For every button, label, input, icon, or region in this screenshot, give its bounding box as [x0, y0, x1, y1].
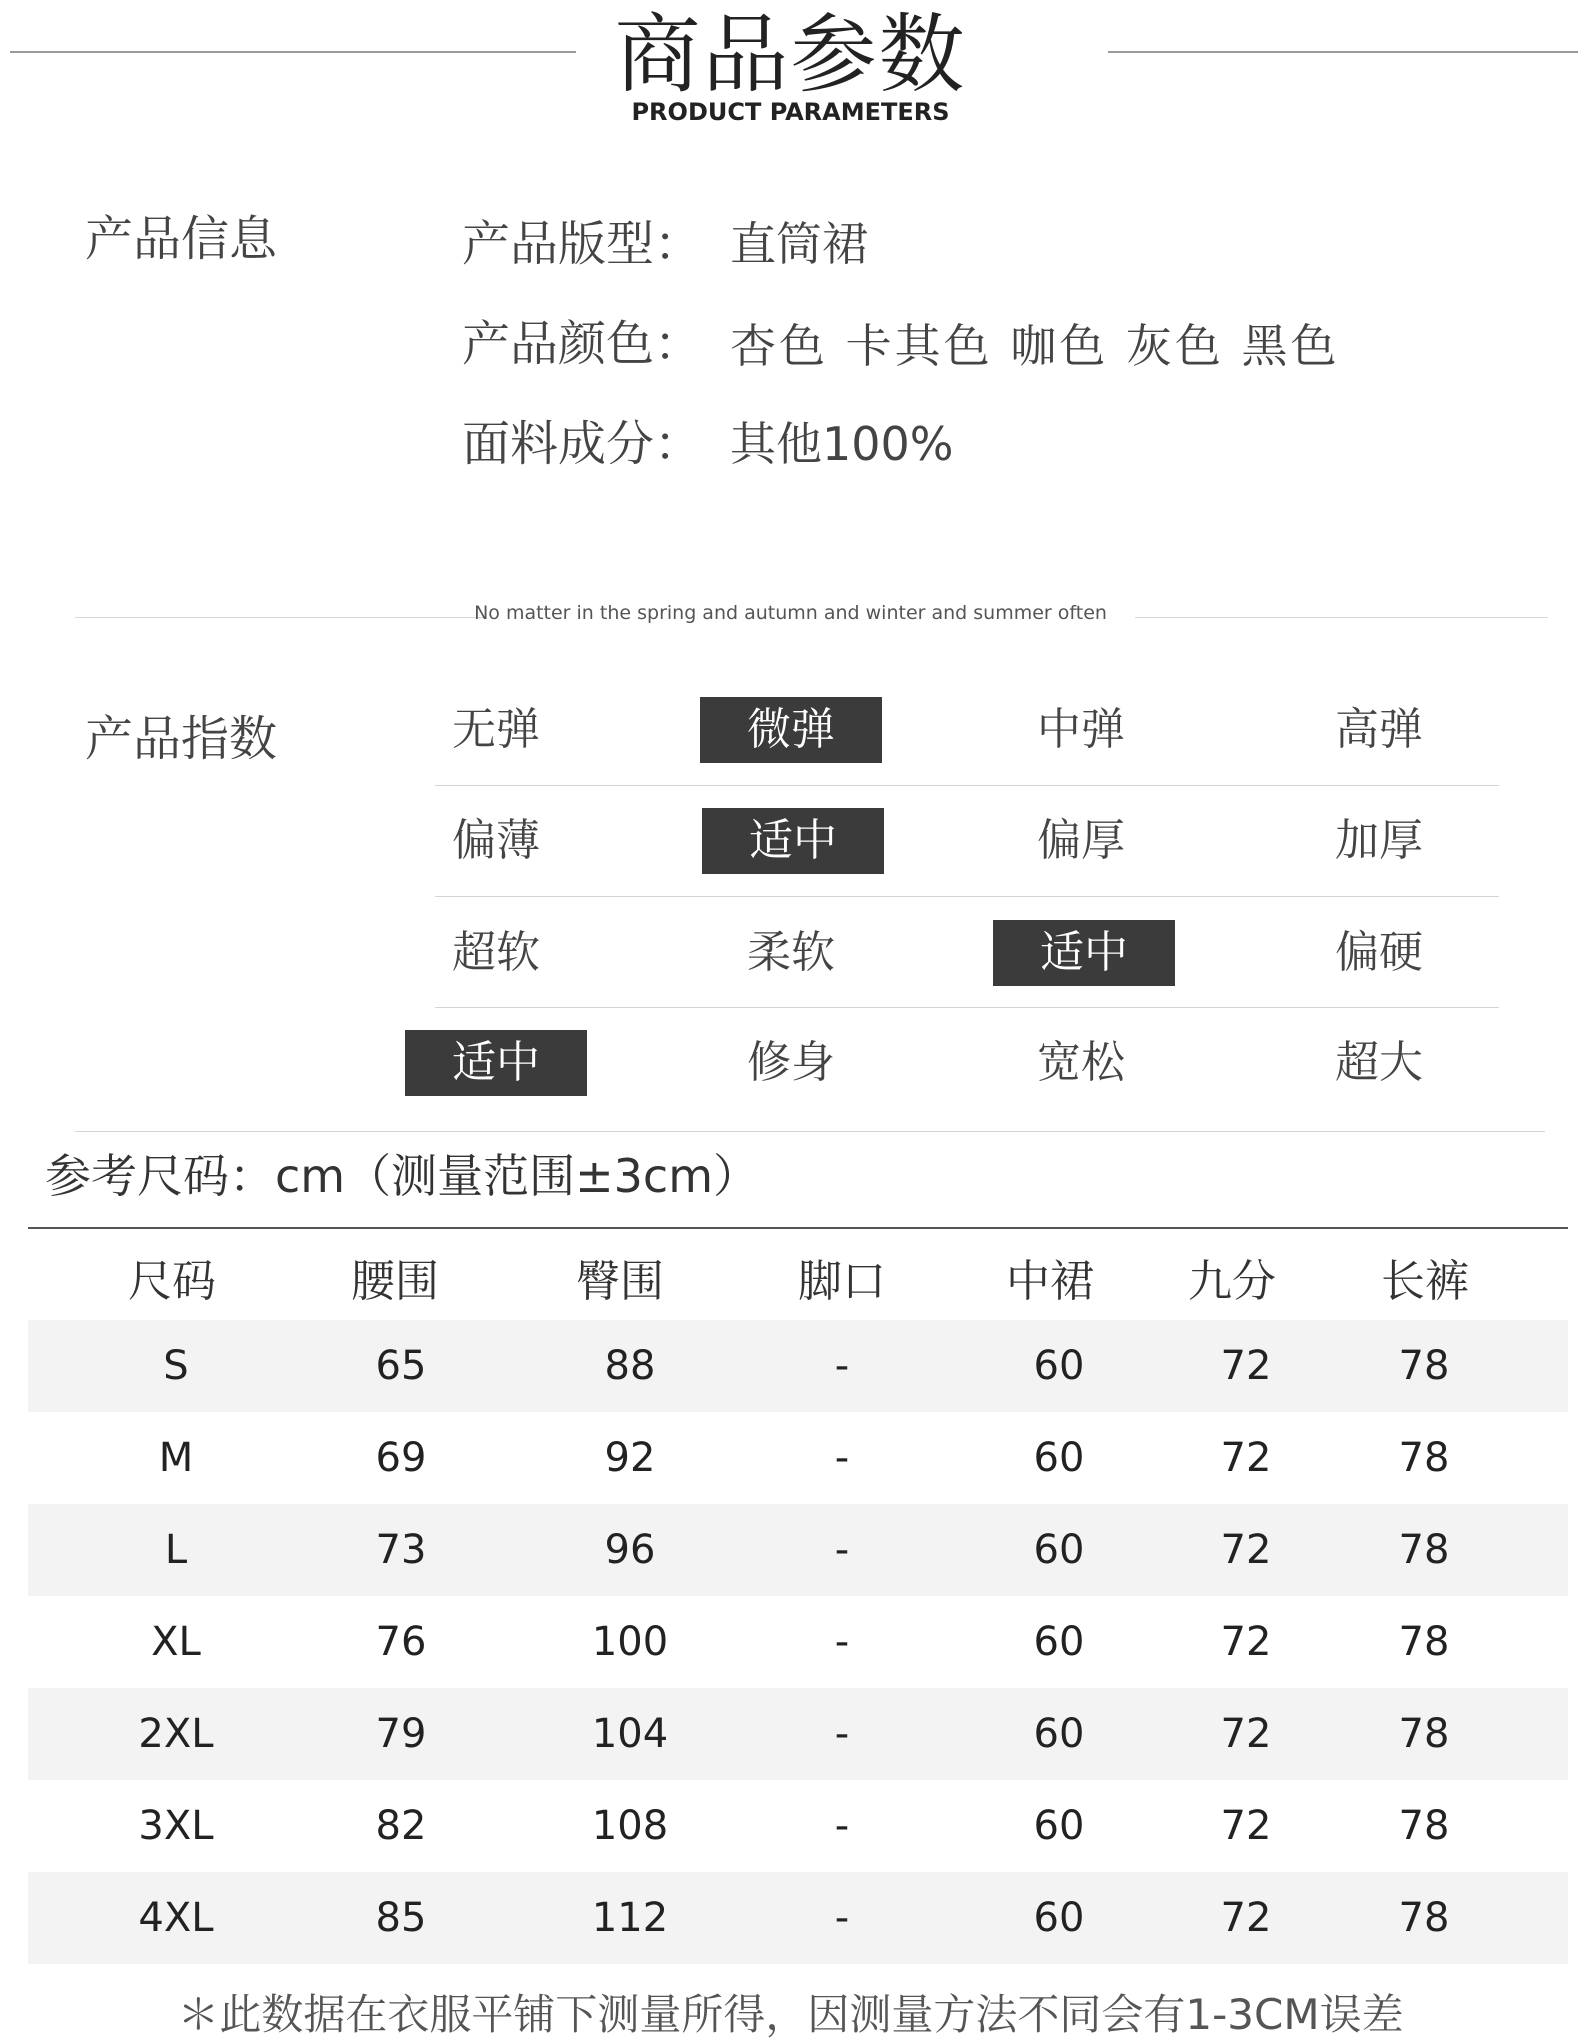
table-top-rule: [28, 1227, 1568, 1229]
table-cell: 79: [375, 1711, 427, 1757]
table-cell: 92: [604, 1435, 656, 1481]
index-option-fit-oversize: 超大: [1335, 1037, 1423, 1088]
info-value-fit: 直筒裙: [730, 217, 868, 271]
index-row-divider: [435, 1007, 1499, 1008]
info-label-fabric: 面料成分：: [462, 416, 703, 472]
index-option-softness-hard: 偏硬: [1335, 927, 1423, 978]
table-cell: 78: [1398, 1803, 1450, 1849]
divider-text: No matter in the spring and autumn and winter and summer often: [474, 602, 1107, 624]
table-cell: 60: [1033, 1803, 1085, 1849]
table-cell: 78: [1398, 1619, 1450, 1665]
table-cell: -: [834, 1711, 850, 1757]
index-option-softness-super: 超软: [452, 927, 540, 978]
table-row: [28, 1412, 1568, 1504]
table-cell: 88: [604, 1343, 656, 1389]
table-cell: 112: [591, 1895, 669, 1941]
table-cell: 78: [1398, 1895, 1450, 1941]
table-cell: -: [834, 1343, 850, 1389]
table-cell: 3XL: [138, 1803, 214, 1849]
table-header-size: 尺码: [128, 1256, 216, 1307]
table-cell: 65: [375, 1343, 427, 1389]
table-cell: M: [158, 1435, 194, 1481]
index-option-elasticity-high: 高弹: [1335, 704, 1423, 755]
table-cell: 76: [375, 1619, 427, 1665]
table-cell: -: [834, 1895, 850, 1941]
size-reference-label: 参考尺码：cm（测量范围±3cm）: [45, 1149, 760, 1203]
info-value-fabric: 其他100%: [730, 417, 954, 471]
index-option-thickness-extra: 加厚: [1335, 815, 1423, 866]
table-cell: 73: [375, 1527, 427, 1573]
table-row: [28, 1320, 1568, 1412]
table-header-long: 长裤: [1381, 1256, 1469, 1307]
table-cell: 60: [1033, 1895, 1085, 1941]
table-cell: 69: [375, 1435, 427, 1481]
table-cell: 104: [591, 1711, 669, 1757]
table-cell: 60: [1033, 1435, 1085, 1481]
table-cell: 60: [1033, 1343, 1085, 1389]
index-option-softness-soft: 柔软: [747, 927, 835, 978]
table-cell: -: [834, 1527, 850, 1573]
index-option-fit-medium: 适中: [405, 1030, 587, 1096]
index-option-thickness-medium: 适中: [702, 808, 884, 874]
table-cell: -: [834, 1619, 850, 1665]
table-cell: 78: [1398, 1343, 1450, 1389]
table-header-ninth: 九分: [1188, 1256, 1276, 1307]
table-cell: 72: [1220, 1619, 1272, 1665]
table-cell: 78: [1398, 1527, 1450, 1573]
info-label-fit: 产品版型：: [462, 216, 703, 272]
table-header-hip: 臀围: [576, 1256, 664, 1307]
table-cell: 78: [1398, 1435, 1450, 1481]
table-header-midi: 中裙: [1006, 1256, 1094, 1307]
index-row-divider: [435, 785, 1499, 786]
table-cell: 100: [591, 1619, 669, 1665]
table-cell: 82: [375, 1803, 427, 1849]
table-cell: 78: [1398, 1711, 1450, 1757]
info-value-color: 杏色 卡其色 咖色 灰色 黑色: [730, 319, 1340, 373]
table-header-waist: 腰围: [351, 1256, 439, 1307]
table-cell: 72: [1220, 1803, 1272, 1849]
index-option-elasticity-medium: 中弹: [1037, 704, 1125, 755]
index-option-thickness-thin: 偏薄: [452, 815, 540, 866]
index-bottom-divider: [75, 1131, 1545, 1132]
page-subtitle: PRODUCT PARAMETERS: [631, 98, 950, 126]
table-cell: 60: [1033, 1711, 1085, 1757]
table-cell: 4XL: [138, 1895, 214, 1941]
table-header-hem: 脚口: [798, 1256, 886, 1307]
table-row: [28, 1688, 1568, 1780]
table-cell: 60: [1033, 1527, 1085, 1573]
page-title: 商品参数: [614, 5, 967, 105]
index-option-elasticity-slight: 微弹: [700, 697, 882, 763]
table-cell: 72: [1220, 1343, 1272, 1389]
index-section-label: 产品指数: [85, 711, 278, 767]
table-cell: -: [834, 1803, 850, 1849]
table-cell: -: [834, 1435, 850, 1481]
index-option-thickness-thick: 偏厚: [1037, 815, 1125, 866]
table-cell: 72: [1220, 1435, 1272, 1481]
table-cell: 85: [375, 1895, 427, 1941]
table-cell: 60: [1033, 1619, 1085, 1665]
table-cell: 2XL: [138, 1711, 214, 1757]
index-option-fit-loose: 宽松: [1037, 1037, 1125, 1088]
index-option-fit-slim: 修身: [747, 1037, 835, 1088]
table-row: [28, 1780, 1568, 1872]
table-row: [28, 1872, 1568, 1964]
table-row: [28, 1596, 1568, 1688]
index-option-softness-medium: 适中: [993, 920, 1175, 986]
table-row: [28, 1504, 1568, 1596]
table-cell: 72: [1220, 1711, 1272, 1757]
table-cell: 96: [604, 1527, 656, 1573]
info-section-label: 产品信息: [85, 211, 278, 267]
table-cell: XL: [151, 1619, 201, 1665]
measurement-note: ＊此数据在衣服平铺下测量所得，因测量方法不同会有1-3CM误差: [177, 1990, 1404, 2039]
info-label-color: 产品颜色：: [462, 316, 703, 372]
index-option-elasticity-none: 无弹: [452, 704, 540, 755]
table-cell: S: [163, 1343, 189, 1389]
table-cell: 108: [591, 1803, 669, 1849]
table-cell: L: [164, 1527, 188, 1573]
table-cell: 72: [1220, 1527, 1272, 1573]
index-row-divider: [435, 896, 1499, 897]
table-cell: 72: [1220, 1895, 1272, 1941]
